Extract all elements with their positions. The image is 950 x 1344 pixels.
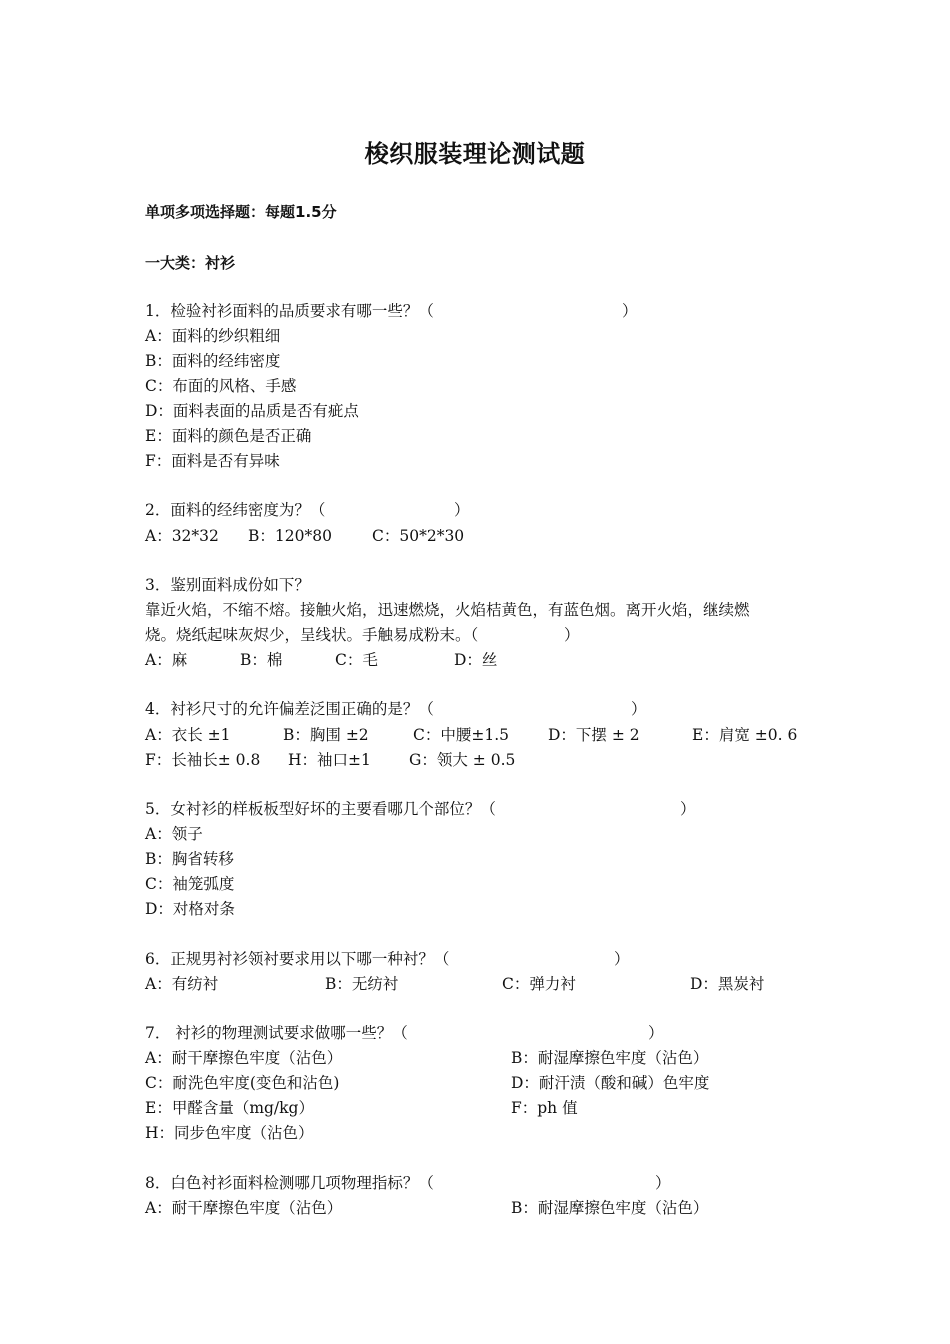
answer-blank-close: ） <box>564 626 580 644</box>
option: A：麻 <box>145 651 188 669</box>
question-stem: 7． 衬衫的物理测试要求做哪一些？（ <box>145 1024 408 1042</box>
option: D：面料表面的品质是否有疵点 <box>145 402 359 420</box>
option: C：中腰±1.5 <box>413 726 509 744</box>
option: F：ph 值 <box>511 1099 578 1117</box>
option: H：同步色牢度（沾色） <box>145 1124 314 1142</box>
question-stem: 烧。烧纸起味灰烬少，呈线状。手触易成粉末。（ <box>145 626 479 644</box>
question-4 <box>145 698 845 720</box>
option: F：面料是否有异味 <box>145 452 280 470</box>
option: A：耐干摩擦色牢度（沾色） <box>145 1049 343 1067</box>
option: D：下摆 ± 2 <box>548 726 640 744</box>
question-5 <box>145 798 845 820</box>
answer-blank-close: ） <box>680 800 696 818</box>
option: H：袖口±1 <box>288 751 371 769</box>
category-heading: 一大类：衬衫 <box>145 254 236 272</box>
option: B：无纺衬 <box>325 975 399 993</box>
option: D：耐汗渍（酸和碱）色牢度 <box>511 1074 710 1092</box>
question-7 <box>145 1022 845 1044</box>
option: C：布面的风格、手感 <box>145 377 297 395</box>
question-description <box>145 624 845 646</box>
option: G：领大 ± 0.5 <box>409 751 516 769</box>
question-8 <box>145 1172 845 1194</box>
option: D：黑炭衬 <box>690 975 765 993</box>
question-stem: 1．检验衬衫面料的品质要求有哪一些？（ <box>145 302 434 320</box>
page-title: 梭织服装理论测试题 <box>364 140 586 168</box>
option: D：对格对条 <box>145 900 235 918</box>
option: B：胸省转移 <box>145 850 234 868</box>
option: A：耐干摩擦色牢度（沾色） <box>145 1199 343 1217</box>
option: E：肩宽 ±0. 6 <box>692 726 798 744</box>
option: C：毛 <box>335 651 378 669</box>
option: A：有纺衬 <box>145 975 219 993</box>
option: C：50*2*30 <box>372 527 465 545</box>
option: C：耐洗色牢度(变色和沾色) <box>145 1074 340 1092</box>
question-stem: 5．女衬衫的样板板型好坏的主要看哪几个部位？（ <box>145 800 496 818</box>
option: B：胸围 ±2 <box>283 726 369 744</box>
option: D：丝 <box>454 651 498 669</box>
option: B：耐湿摩擦色牢度（沾色） <box>511 1199 709 1217</box>
option: C：弹力衬 <box>502 975 576 993</box>
option: B：面料的经纬密度 <box>145 352 281 370</box>
answer-blank-close: ） <box>631 700 647 718</box>
question-stem: 8．白色衬衫面料检测哪几项物理指标？（ <box>145 1174 434 1192</box>
option: F：长袖长± 0.8 <box>145 751 261 769</box>
option: B：耐湿摩擦色牢度（沾色） <box>511 1049 709 1067</box>
question-1 <box>145 300 845 322</box>
question-description: 靠近火焰，不缩不熔。接触火焰，迅速燃烧，火焰桔黄色，有蓝色烟。离开火焰，继续燃 <box>145 601 750 619</box>
option: A：面料的纱织粗细 <box>145 327 281 345</box>
section-intro: 单项多项选择题：每题1.5分 <box>145 203 337 221</box>
option: E：甲醛含量（mg/kg） <box>145 1099 314 1117</box>
question-stem: 2．面料的经纬密度为？（ <box>145 501 326 519</box>
question-stem: 6．正规男衬衫领衬要求用以下哪一种衬？（ <box>145 950 450 968</box>
question-6 <box>145 948 845 970</box>
option: C：袖笼弧度 <box>145 875 235 893</box>
option: A：衣长 ±1 <box>145 726 231 744</box>
answer-blank-close: ） <box>614 950 630 968</box>
question-stem: 4．衬衫尺寸的允许偏差泛围正确的是？（ <box>145 700 434 718</box>
answer-blank-close: ） <box>648 1024 664 1042</box>
option: B：120*80 <box>248 527 332 545</box>
answer-blank-close: ） <box>454 501 470 519</box>
option: A：32*32 <box>145 527 219 545</box>
option: A：领子 <box>145 825 203 843</box>
question-2 <box>145 499 845 521</box>
answer-blank-close: ） <box>622 302 638 320</box>
question-3: 3．鉴别面料成份如下？ <box>145 576 310 594</box>
answer-blank-close: ） <box>655 1174 671 1192</box>
option: E：面料的颜色是否正确 <box>145 427 312 445</box>
option: B：棉 <box>240 651 283 669</box>
